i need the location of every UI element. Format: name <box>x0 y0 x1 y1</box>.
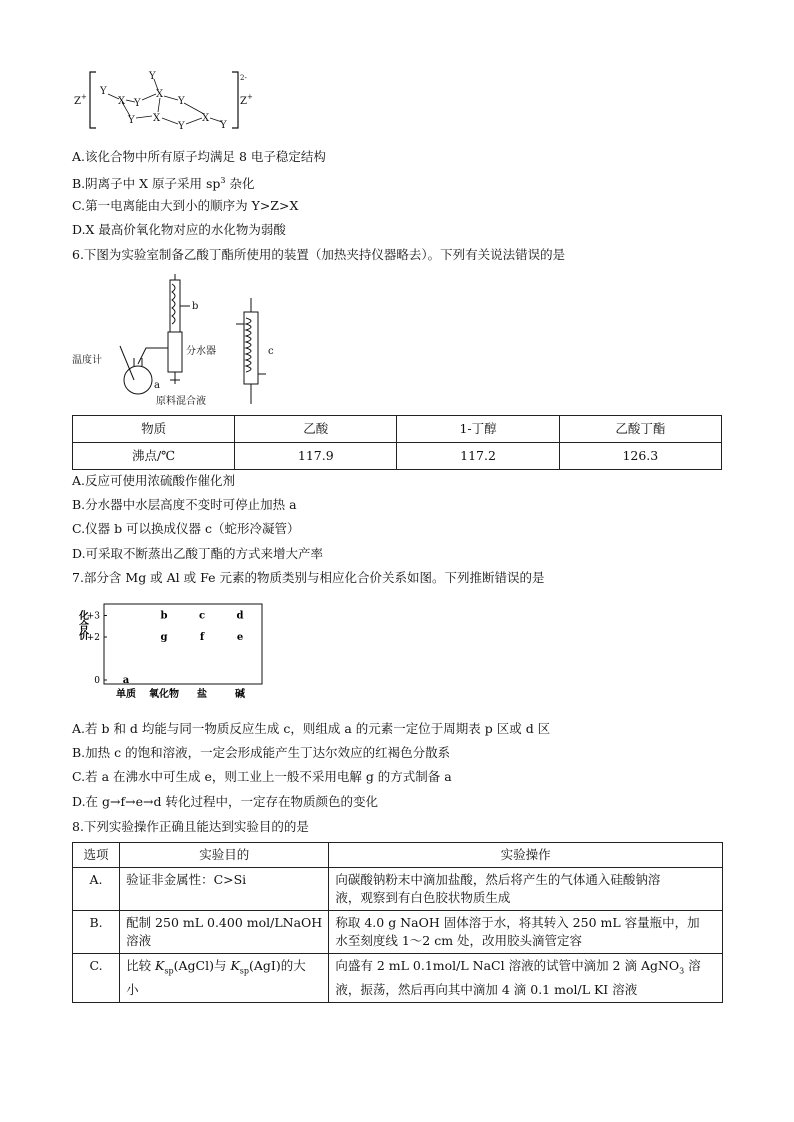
svg-text:Y: Y <box>100 86 107 97</box>
x-tick-label: 氧化物 <box>149 689 179 700</box>
apparatus-diagram <box>72 272 292 412</box>
svg-text:Y: Y <box>178 121 185 132</box>
svg-text:X: X <box>156 89 164 100</box>
y-tick-label: 0 <box>94 676 100 686</box>
label-b: b <box>192 301 199 312</box>
y-tick-label: +2 <box>86 633 100 643</box>
x-tick-label: 碱 <box>235 689 245 700</box>
table-row: 选项 实验目的 实验操作 <box>73 843 723 868</box>
label-mixture: 原料混合液 <box>156 396 206 407</box>
label-a: a <box>154 380 160 391</box>
table-row: B. 配制 250 mL 0.400 mol/LNaOH 溶液 称取 4.0 g NaOH 固体溶于水，将其转入 250 mL 容量瓶中，加 水至刻度线 1～2 cm 处，改用胶头滴管定容 <box>73 911 723 954</box>
q6-option-b: B.分水器中水层高度不变时可停止加热 a <box>72 497 297 512</box>
q7-option-a: A.若 b 和 d 均能与同一物质反应生成 c，则组成 a 的元素一定位于周期表 p 区或 d 区 <box>72 721 551 736</box>
svg-text:Y: Y <box>128 115 135 126</box>
q5-option-b: B.阴离子中 X 原子采用 $sp^3$ 杂化 <box>72 176 255 192</box>
table-row: 物质 乙酸 1-丁醇 乙酸丁酯 <box>73 416 722 443</box>
x-tick-label: 单质 <box>116 689 136 700</box>
q5-option-a: A.该化合物中所有原子均满足 8 电子稳定结构 <box>72 149 326 164</box>
table-row: C. 比较 $K_{sp}(AgCl)$与 $K_{sp}(AgI)$的大 小 向盛有 2 mL 0.1mol/L NaCl 溶液的试管中滴加 2 滴 AgNO$_3$ 溶 液，振荡，然后再向其中滴加 4 滴 0.1 mol/L KI 溶液 <box>73 954 723 1003</box>
q7-option-c: C.若 a 在沸水中可生成 e，则工业上一般不采用电解 g 的方式制备 a <box>72 769 452 784</box>
cation-right: Z+ <box>240 93 253 107</box>
svg-text:Y: Y <box>178 96 185 107</box>
anion-charge: 2- <box>240 74 247 82</box>
point-label-b: b <box>160 610 168 622</box>
cation-left: Z+ <box>74 93 87 107</box>
point-label-d: d <box>236 610 244 622</box>
q5-option-d: D.X 最高价氧化物对应的水化物为弱酸 <box>72 222 286 237</box>
point-label-a: a <box>122 675 130 686</box>
point-label-g: g <box>160 632 168 643</box>
table-row: 沸点/℃ 117.9 117.2 126.3 <box>73 443 722 470</box>
q7-option-d: D.在 g→f→e→d 转化过程中，一定存在物质颜色的变化 <box>72 794 378 809</box>
q6-stem: 6.下图为实验室制备乙酸丁酯所使用的装置（加热夹持仪器略去）。下列有关说法错误的是 <box>72 247 566 262</box>
anion-structure-diagram <box>72 66 272 136</box>
label-thermometer: 温度计 <box>72 355 102 366</box>
q7-stem: 7.部分含 Mg 或 Al 或 Fe 元素的物质类别与相应化合价关系如图。下列推断错误的是 <box>72 570 545 585</box>
svg-text:X: X <box>118 96 126 107</box>
point-label-e: e <box>236 632 244 643</box>
label-c: c <box>268 346 274 357</box>
q5-option-c: C.第一电离能由大到小的顺序为 Y>Z>X <box>72 198 299 213</box>
q6-option-d: D.可采取不断蒸出乙酸丁酯的方式来增大产率 <box>72 546 324 561</box>
svg-text:Y: Y <box>220 120 227 131</box>
q6-option-c: C.仪器 b 可以换成仪器 c（蛇形冷凝管） <box>72 521 300 536</box>
q7-option-b: B.加热 c 的饱和溶液，一定会形成能产生丁达尔效应的红褐色分散系 <box>72 745 451 760</box>
y-tick-label: +3 <box>86 611 100 622</box>
boiling-point-table <box>72 415 722 470</box>
x-tick-label: 盐 <box>197 689 207 700</box>
valence-class-chart <box>72 596 272 706</box>
q6-option-a: A.反应可使用浓硫酸作催化剂 <box>72 473 236 488</box>
table-row: A. 验证非金属性：C>Si 向碳酸钠粉末中滴加盐酸，然后将产生的气体通入硅酸钠溶 液，观察到有白色胶状物质生成 <box>73 868 723 911</box>
svg-text:X: X <box>153 113 161 124</box>
experiment-table <box>72 842 723 1003</box>
svg-text:X: X <box>202 113 210 124</box>
point-label-c: c <box>198 610 206 622</box>
q8-stem: 8.下列实验操作正确且能达到实验目的的是 <box>72 819 309 834</box>
y-axis-label: 化合价 <box>76 610 88 640</box>
point-label-f: f <box>199 632 205 643</box>
label-separator: 分水器 <box>186 346 216 357</box>
svg-text:Y: Y <box>149 71 156 82</box>
svg-text:Y: Y <box>134 98 141 109</box>
